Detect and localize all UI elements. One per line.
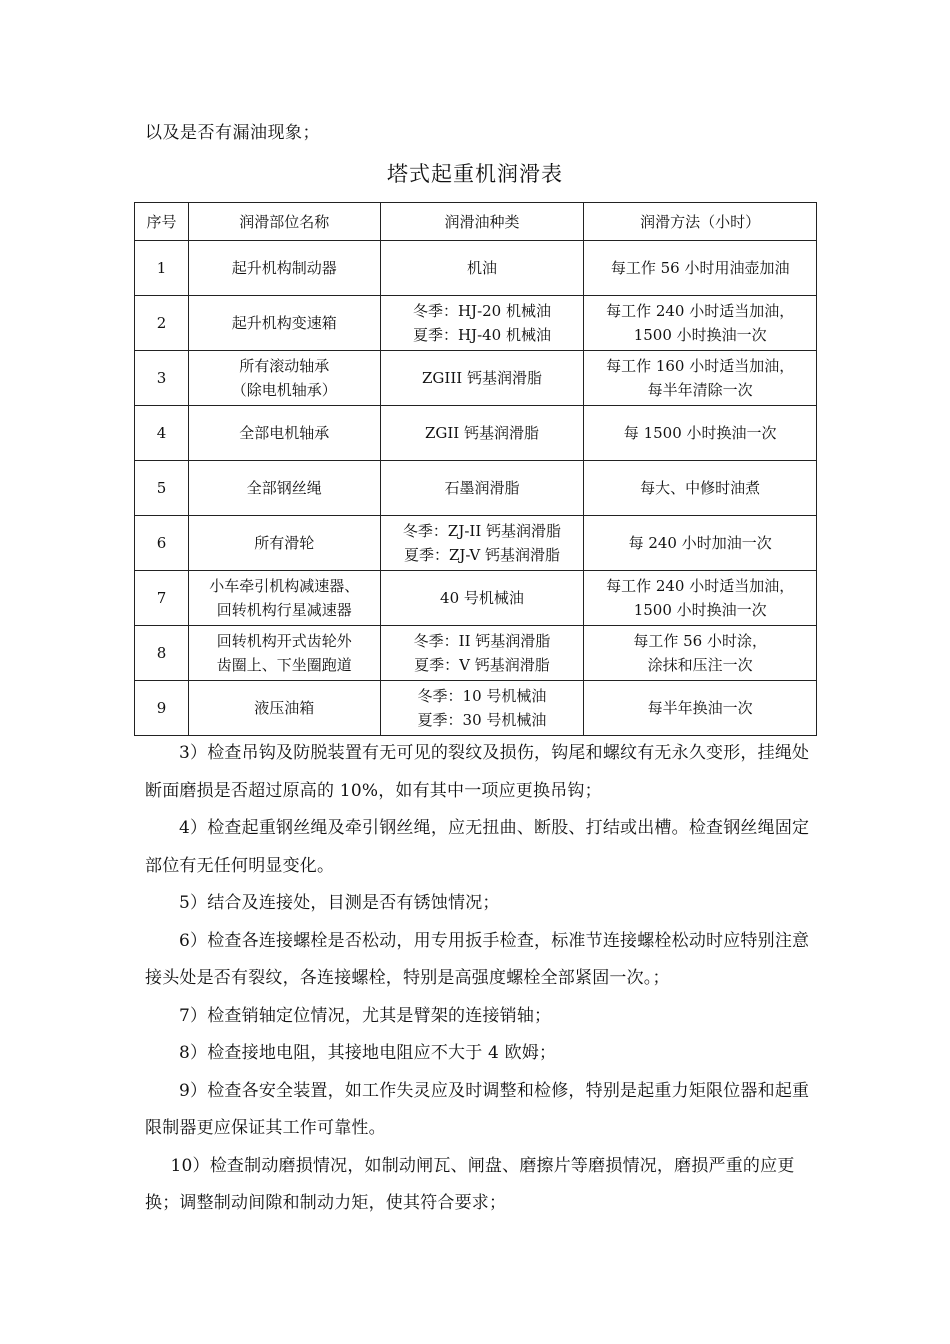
paragraph: 7）检查销轴定位情况，尤其是臂架的连接销轴； [179,1005,552,1026]
cell-no: 6 [135,516,189,571]
cell-no: 4 [135,406,189,461]
cell-part-line: 全部钢丝绳 [246,479,322,497]
cell-no: 5 [135,461,189,516]
table-title: 塔式起重机润滑表 [387,162,563,186]
cell-part [188,406,380,461]
cell-part [188,516,380,571]
cell-part-line: 起升机构变速箱 [231,314,337,332]
paragraph: 9）检查各安全装置，如工作失灵应及时调整和检修，特别是起重力矩限位器和起重限制器更应保证其工作可靠性。 [145,1080,810,1138]
cell-oil [380,571,584,626]
cell-part [188,626,380,681]
cell-method-line: 1500 小时换油一次 [633,601,767,619]
table-header-row [135,203,817,241]
cell-no: 2 [135,296,189,351]
cell-oil [380,296,584,351]
cell-part-line: 齿圈上、下坐圈跑道 [216,656,352,674]
cell-oil-line: 冬季：HJ-20 机械油 [412,302,551,320]
cell-method-line: 每工作 56 小时用油壶加油 [610,259,790,277]
cell-part [188,296,380,351]
paragraph: 5）结合及连接处，目测是否有锈蚀情况； [179,893,500,913]
cell-oil-line: 夏季：V 钙基润滑脂 [414,656,550,674]
cell-oil [380,516,584,571]
cell-no: 9 [135,681,189,736]
lubrication-table [134,202,817,736]
cell-oil-line: 石墨润滑脂 [444,479,520,497]
cell-part-line: 全部电机轴承 [239,424,330,442]
table-row [135,516,817,571]
cell-oil-line: 夏季：ZJ-V 钙基润滑脂 [403,546,560,564]
cell-method-line: 每工作 56 小时涂， [633,632,767,650]
cell-method-line: 每工作 240 小时适当加油， [606,577,795,595]
cell-oil-line: ZGII 钙基润滑脂 [424,424,539,442]
cell-method [584,681,817,736]
cell-method [584,461,817,516]
paragraph: 10）检查制动磨损情况，如制动闸瓦、闸盘、磨擦片等磨损情况，磨损严重的应更换；调整制动间隙和制动力矩，使其符合要求； [145,1155,795,1213]
cell-part-line: 液压油箱 [254,699,315,717]
cell-method [584,406,817,461]
table-row [135,681,817,736]
header-part: 润滑部位名称 [188,203,380,241]
table-row [135,626,817,681]
cell-method [584,351,817,406]
cell-method-line: 每 240 小时加油一次 [628,534,772,552]
cell-oil-line: 夏季：30 号机械油 [417,711,547,729]
cell-part [188,681,380,736]
body-text [145,735,817,1223]
intro-text: 以及是否有漏油现象； [145,123,320,143]
cell-oil [380,461,584,516]
cell-method [584,296,817,351]
table-row [135,296,817,351]
cell-method-line: 涂抹和压注一次 [647,656,753,674]
table-row [135,351,817,406]
paragraph: 8）检查接地电阻，其接地电阻应不大于 4 欧姆； [179,1043,557,1063]
cell-oil [380,681,584,736]
cell-oil-line: 夏季：HJ-40 机械油 [412,326,551,344]
cell-part [188,461,380,516]
cell-part [188,351,380,406]
cell-part-line: 所有滑轮 [254,534,315,552]
cell-part-line: 所有滚动轴承 [239,357,330,375]
cell-part-line: （除电机轴承） [231,381,337,399]
cell-oil-line: 40 号机械油 [440,589,524,607]
table-row [135,406,817,461]
table-row [135,461,817,516]
cell-method [584,626,817,681]
cell-method [584,516,817,571]
cell-part-line: 小车牵引机构减速器、 [209,577,360,595]
cell-no: 8 [135,626,189,681]
header-no: 序号 [135,203,189,241]
cell-method-line: 每半年换油一次 [647,699,753,717]
cell-oil-line: ZGIII 钙基润滑脂 [422,369,542,387]
cell-method-line: 每工作 160 小时适当加油， [606,357,795,375]
cell-part [188,241,380,296]
cell-oil [380,626,584,681]
cell-method-line: 每工作 240 小时适当加油， [606,302,795,320]
table-row [135,241,817,296]
cell-oil-line: 冬季：II 钙基润滑脂 [413,632,551,650]
paragraph: 4）检查起重钢丝绳及牵引钢丝绳，应无扭曲、断股、打结或出槽。检查钢丝绳固定部位有无任何明显变化。 [145,818,810,876]
cell-part-line: 回转机构开式齿轮外 [216,632,352,650]
cell-method [584,571,817,626]
cell-part-line: 起升机构制动器 [231,259,337,277]
cell-method-line: 每 1500 小时换油一次 [623,424,777,442]
header-method: 润滑方法（小时） [584,203,817,241]
cell-oil [380,241,584,296]
cell-oil [380,351,584,406]
paragraph: 3）检查吊钩及防脱装置有无可见的裂纹及损伤，钩尾和螺纹有无永久变形，挂绳处断面磨损是否超过原高的 10%，如有其中一项应更换吊钩； [145,743,810,801]
paragraph: 6）检查各连接螺栓是否松动，用专用扳手检查，标准节连接螺栓松动时应特别注意接头处是否有裂纹，各连接螺栓，特别是高强度螺栓全部紧固一次。； [145,930,810,988]
cell-oil-line: 冬季：10 号机械油 [417,687,547,705]
cell-part-line: 回转机构行星减速器 [216,601,352,619]
cell-part [188,571,380,626]
table-row [135,571,817,626]
cell-method-line: 每大、中修时油煮 [640,479,761,497]
header-oil: 润滑油种类 [380,203,584,241]
cell-no: 1 [135,241,189,296]
cell-oil-line: 冬季：ZJ-II 钙基润滑脂 [402,522,562,540]
cell-oil-line: 机油 [466,259,497,277]
cell-oil [380,406,584,461]
cell-no: 7 [135,571,189,626]
cell-method [584,241,817,296]
cell-no: 3 [135,351,189,406]
cell-method-line: 1500 小时换油一次 [633,326,767,344]
cell-method-line: 每半年清除一次 [647,381,753,399]
